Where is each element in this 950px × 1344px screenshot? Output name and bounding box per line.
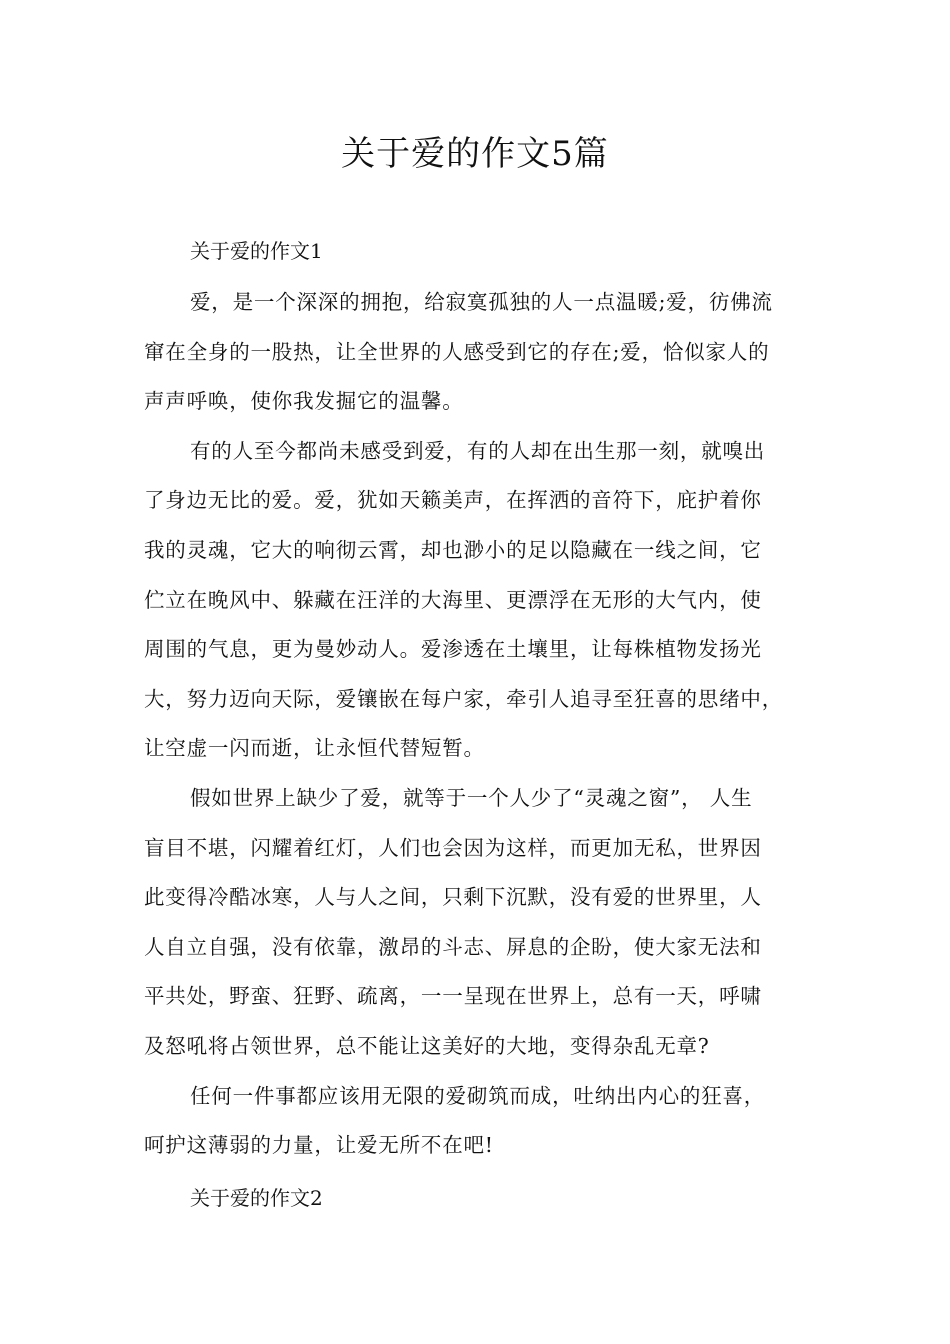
paragraph-line: 有的人至今都尚未感受到爱，有的人却在出生那一刻，就嗅出 [190, 438, 766, 463]
paragraph-line: 窜在全身的一股热，让全世界的人感受到它的存在;爱，恰似家人的 [144, 339, 770, 364]
paragraph-line: 我的灵魂，它大的响彻云霄，却也渺小的足以隐藏在一线之间，它 [144, 537, 762, 562]
paragraph-2 [144, 427, 834, 774]
paragraph-line: 爱，是一个深深的拥抱，给寂寞孤独的人一点温暖;爱，彷佛流 [190, 290, 773, 314]
paragraph-line: 任何一件事都应该用无限的爱砌筑而成，吐纳出内心的狂喜， [190, 1083, 766, 1108]
document-body [144, 230, 834, 1219]
paragraph-line: 周围的气息，更为曼妙动人。爱渗透在土壤里，让每株植物发扬光 [144, 637, 762, 662]
paragraph-line: 了身边无比的爱。爱，犹如天籁美声，在挥洒的音符下，庇护着你 [144, 488, 762, 513]
paragraph-line: 伫立在晚风中、躲藏在汪洋的大海里、更漂浮在无形的大气内，使 [144, 587, 762, 612]
paragraph-line: 人自立自强，没有依靠，激昂的斗志、屏息的企盼，使大家无法和 [144, 934, 762, 959]
paragraph-line: 声声呼唤，使你我发掘它的温馨。 [144, 389, 464, 414]
section-heading-2: 关于爱的作文2 [190, 1185, 323, 1210]
paragraph-line: 假如世界上缺少了爱，就等于一个人少了“灵魂之窗”， 人生 [190, 785, 753, 810]
paragraph-line: 呵护这薄弱的力量，让爱无所不在吧! [144, 1133, 494, 1158]
paragraph-line: 大，努力迈向天际，爱镶嵌在每户家，牵引人追寻至狂喜的思绪中， [144, 686, 783, 711]
section-heading-1: 关于爱的作文1 [190, 239, 323, 263]
paragraph-line: 此变得冷酷冰寒，人与人之间，只剩下沉默，没有爱的世界里，人 [144, 885, 762, 910]
paragraph-1 [144, 278, 834, 427]
paragraph-3 [144, 774, 834, 1072]
paragraph-line: 盲目不堪，闪耀着红灯，人们也会因为这样，而更加无私，世界因 [144, 835, 762, 860]
paragraph-line: 及怒吼将占领世界，总不能让这美好的大地，变得杂乱无章? [144, 1033, 710, 1058]
paragraph-4 [144, 1072, 834, 1171]
paragraph-line: 平共处，野蛮、狂野、疏离，一一呈现在世界上，总有一天，呼啸 [144, 984, 762, 1009]
paragraph-line: 让空虚一闪而逝，让永恒代替短暂。 [144, 736, 485, 761]
document-title: 关于爱的作文5篇 [341, 134, 609, 174]
